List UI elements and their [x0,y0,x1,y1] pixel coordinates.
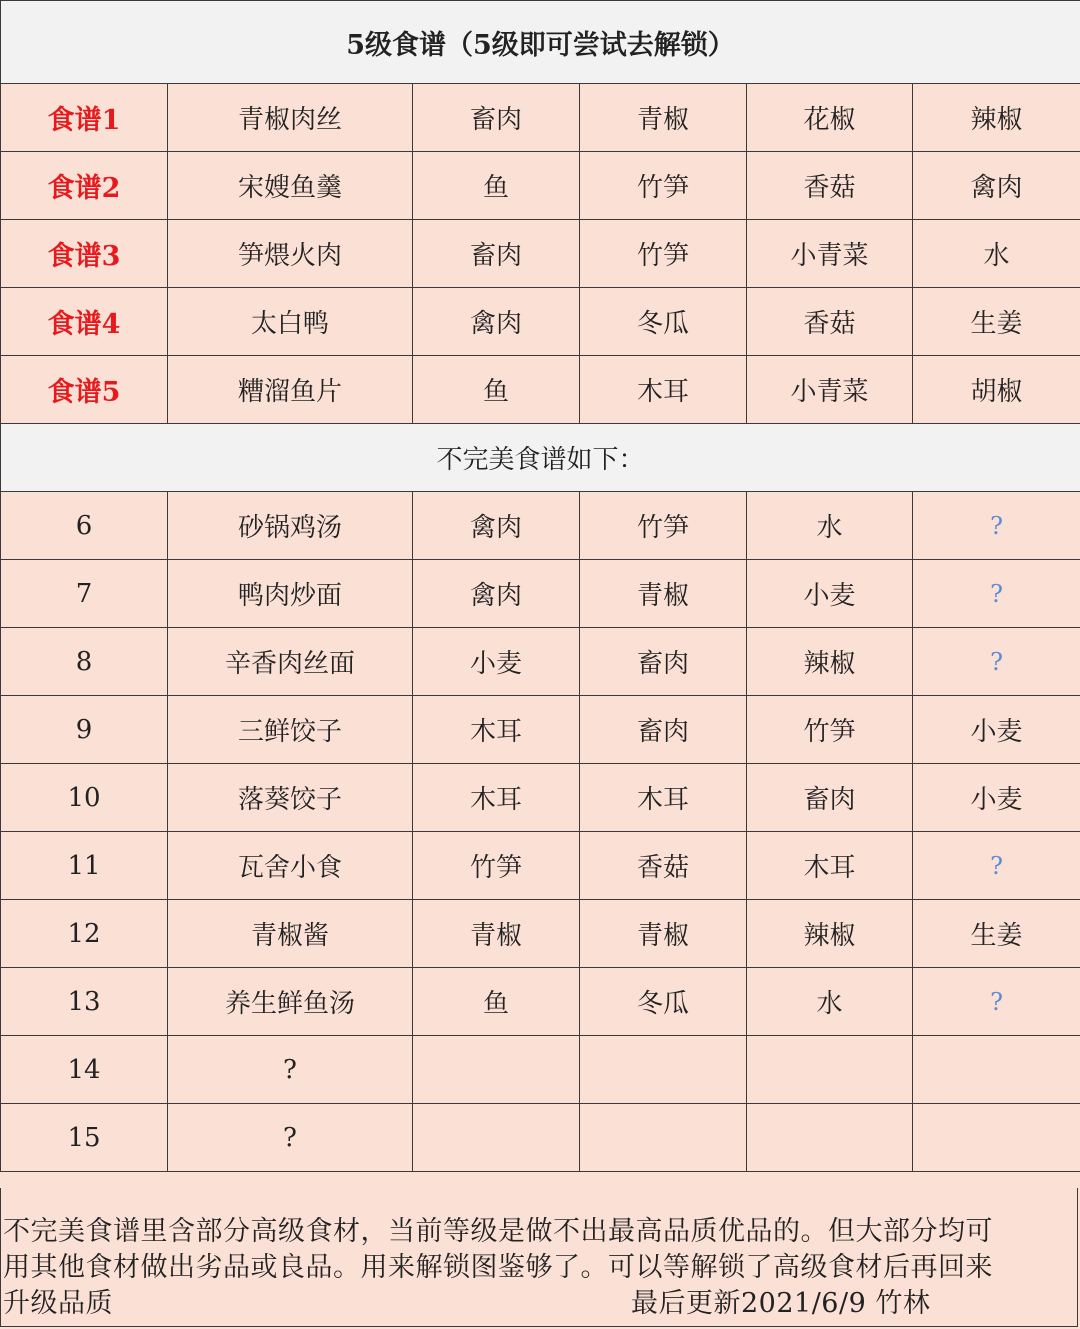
note-line-1: 不完美食谱里含部分高级食材，当前等级是做不出最高品质优品的。但大部分均可 [3,1216,993,1247]
ingredient-cell: 小麦 [747,560,913,628]
recipe-label: 食谱2 [1,152,168,220]
ingredient-cell: 禽肉 [413,492,580,560]
ingredient-cell: ? [913,560,1080,628]
ingredient-cell: 竹笋 [580,492,747,560]
ingredient-cell: 小青菜 [747,220,913,288]
imperfect-heading: 不完美食谱如下： [1,424,1080,492]
ingredient-cell: 畜肉 [580,696,747,764]
ingredient-cell [580,1104,747,1172]
ingredient-cell: 禽肉 [413,288,580,356]
ingredient-cell: 禽肉 [413,560,580,628]
recipe-label: 食谱1 [1,84,168,152]
table-title: 5级食谱（5级即可尝试去解锁） [1,1,1080,84]
recipe-row [1,356,1080,424]
recipe-label: 12 [1,900,168,968]
ingredient-cell: 畜肉 [413,220,580,288]
imperfect-recipe-row [1,968,1080,1036]
recipe-label: 食谱5 [1,356,168,424]
ingredient-cell [580,1036,747,1104]
recipe-name: 笋煨火肉 [168,220,413,288]
recipe-row [1,84,1080,152]
imperfect-recipe-row [1,492,1080,560]
imperfect-recipe-row [1,764,1080,832]
recipe-name: 落葵饺子 [168,764,413,832]
ingredient-cell: 辣椒 [747,900,913,968]
recipe-name: 糟溜鱼片 [168,356,413,424]
recipe-label: 15 [1,1104,168,1172]
recipe-name: 辛香肉丝面 [168,628,413,696]
ingredient-cell: 小麦 [913,696,1080,764]
ingredient-cell: 畜肉 [413,84,580,152]
ingredient-cell: 辣椒 [747,628,913,696]
note-line-3: 升级品质 [3,1288,113,1319]
ingredient-cell: 水 [747,968,913,1036]
ingredient-cell: 小麦 [913,764,1080,832]
ingredient-cell: 鱼 [413,152,580,220]
ingredient-cell: 小青菜 [747,356,913,424]
ingredient-cell: 畜肉 [580,628,747,696]
recipe-name: 青椒酱 [168,900,413,968]
imperfect-recipe-row [1,628,1080,696]
recipe-label: 食谱3 [1,220,168,288]
ingredient-cell [913,1036,1080,1104]
recipe-name: 青椒肉丝 [168,84,413,152]
recipe-label: 7 [1,560,168,628]
ingredient-cell: 竹笋 [580,152,747,220]
ingredient-cell: 香菇 [747,152,913,220]
ingredient-cell: 香菇 [747,288,913,356]
ingredient-cell [747,1104,913,1172]
note-line-2: 用其他食材做出劣品或良品。用来解锁图鉴够了。可以等解锁了高级食材后再回来 [3,1252,993,1283]
ingredient-cell: 鱼 [413,356,580,424]
imperfect-recipe-row [1,832,1080,900]
recipe-label: 14 [1,1036,168,1104]
title-row [1,1,1080,84]
imperfect-recipe-row [1,900,1080,968]
recipe-row [1,220,1080,288]
ingredient-cell: 竹笋 [413,832,580,900]
ingredient-cell: 畜肉 [747,764,913,832]
note [0,1188,1078,1327]
recipe-row [1,152,1080,220]
recipe-name: ? [168,1036,413,1104]
ingredient-cell: 木耳 [413,696,580,764]
recipe-label: 11 [1,832,168,900]
recipe-name: ? [168,1104,413,1172]
ingredient-cell: ? [913,628,1080,696]
recipe-name: 鸭肉炒面 [168,560,413,628]
ingredient-cell: 木耳 [747,832,913,900]
recipe-name: 养生鲜鱼汤 [168,968,413,1036]
imperfect-recipe-row [1,1036,1080,1104]
ingredient-cell: ? [913,492,1080,560]
ingredient-cell: 禽肉 [913,152,1080,220]
recipe-label: 10 [1,764,168,832]
recipe-label: 食谱4 [1,288,168,356]
imperfect-heading-row [1,424,1080,492]
recipe-label: 13 [1,968,168,1036]
ingredient-cell: ? [913,968,1080,1036]
ingredient-cell: 竹笋 [580,220,747,288]
ingredient-cell: 胡椒 [913,356,1080,424]
recipe-name: 宋嫂鱼羹 [168,152,413,220]
recipe-label: 6 [1,492,168,560]
ingredient-cell: 辣椒 [913,84,1080,152]
recipe-row [1,288,1080,356]
recipe-label: 8 [1,628,168,696]
ingredient-cell: 冬瓜 [580,968,747,1036]
recipe-name: 太白鸭 [168,288,413,356]
ingredient-cell: 青椒 [580,900,747,968]
ingredient-cell: 青椒 [580,560,747,628]
ingredient-cell [413,1036,580,1104]
ingredient-cell: 木耳 [580,356,747,424]
ingredient-cell: 青椒 [413,900,580,968]
ingredient-cell [913,1104,1080,1172]
ingredient-cell: 木耳 [413,764,580,832]
recipe-name: 三鲜饺子 [168,696,413,764]
imperfect-recipe-row [1,696,1080,764]
ingredient-cell: 水 [747,492,913,560]
ingredient-cell: 香菇 [580,832,747,900]
ingredient-cell: 花椒 [747,84,913,152]
imperfect-recipe-row [1,1104,1080,1172]
ingredient-cell: 水 [913,220,1080,288]
recipe-name: 砂锅鸡汤 [168,492,413,560]
ingredient-cell: 冬瓜 [580,288,747,356]
ingredient-cell: 竹笋 [747,696,913,764]
ingredient-cell: 生姜 [913,900,1080,968]
ingredient-cell: 鱼 [413,968,580,1036]
ingredient-cell: 小麦 [413,628,580,696]
note-footer [3,1286,1077,1322]
ingredient-cell [747,1036,913,1104]
recipe-label: 9 [1,696,168,764]
ingredient-cell: ? [913,832,1080,900]
ingredient-cell [413,1104,580,1172]
ingredient-cell: 青椒 [580,84,747,152]
recipe-name: 瓦舍小食 [168,832,413,900]
last-updated: 最后更新2021/6/9 竹林 [631,1288,931,1319]
ingredient-cell: 生姜 [913,288,1080,356]
ingredient-cell: 木耳 [580,764,747,832]
imperfect-recipe-row [1,560,1080,628]
